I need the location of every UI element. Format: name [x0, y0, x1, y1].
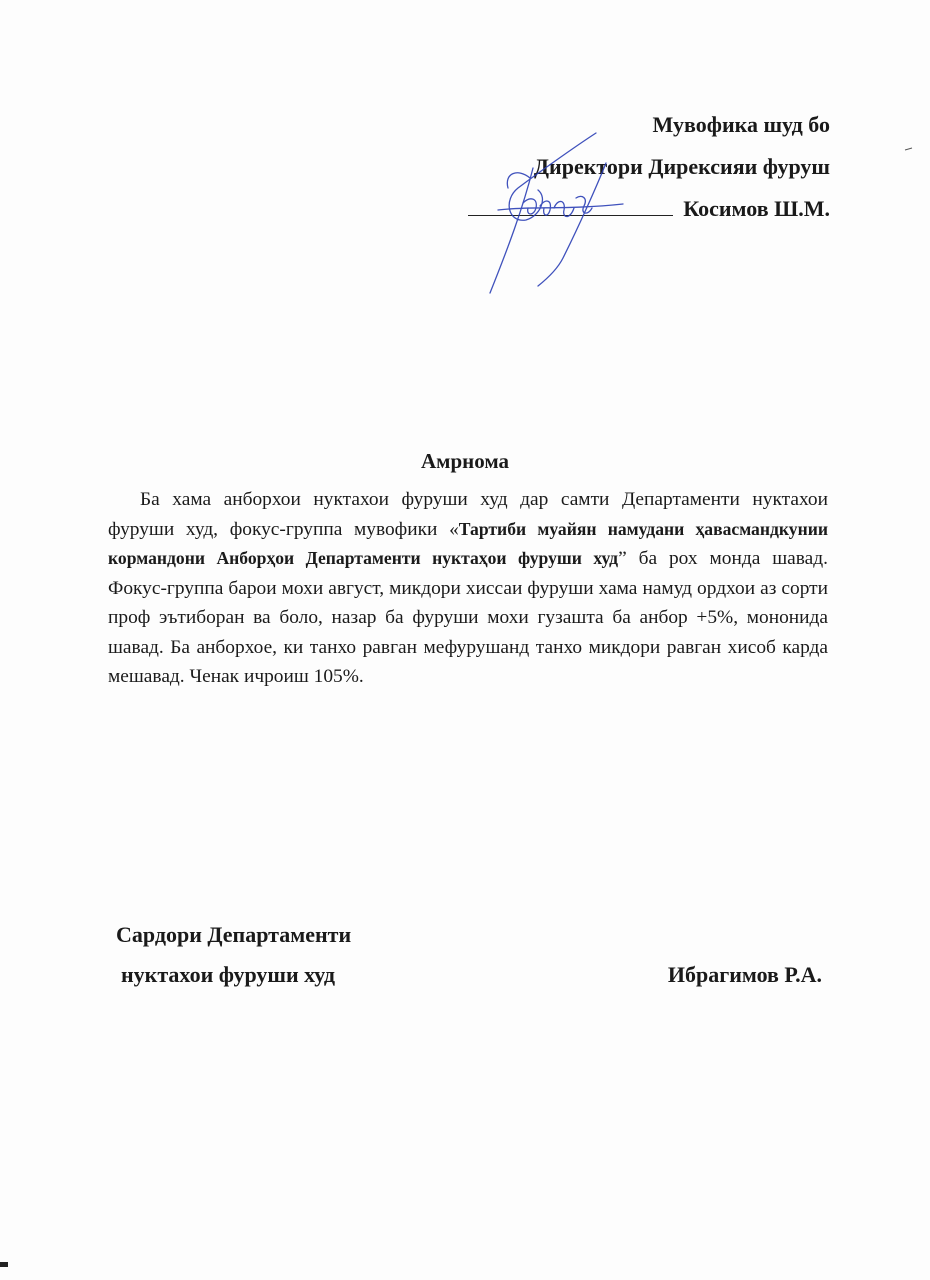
body-paragraph	[108, 485, 828, 692]
handwritten-signature	[478, 128, 628, 298]
position-line-1: Сардори Департаменти	[116, 922, 352, 947]
approver-name: Косимов Ш.М.	[683, 196, 830, 221]
body-text-bold: Тартиби муайян намудани ҳавасмандкунии кормандони Анборҳои Департаменти нуктаҳои фуруши худ	[108, 518, 828, 568]
document-title: Амрнома	[420, 449, 509, 473]
approval-line-2: Директори Дирексияи фуруш	[533, 154, 830, 179]
body-text-part-2: ” ба рох монда шавад. Фокус-группа барои мохи август, микдори хиссаи фуруши хама намуд ордхои аз сорти проф эътиборан ва боло, назар ба фуруши мохи гузашта ба анбор +5%, мононида шавад. Ба анборхое, ки танхо равган мефурушанд танхо микдори равган хисоб карда мешавад. Ченак ичроиш 105%.	[108, 548, 828, 687]
signatory-name: Ибрагимов Р.А.	[667, 962, 822, 987]
approval-line-1: Мувофика шуд бо	[652, 112, 830, 137]
position-line-2: нуктахои фуруши худ	[121, 962, 336, 987]
footer-position	[116, 915, 351, 995]
body-text-part-1: Ба хама анборхои нуктахои фуруши худ дар самти Департаменти нуктахои фуруши худ, фокус-группа мувофики «	[108, 489, 828, 540]
